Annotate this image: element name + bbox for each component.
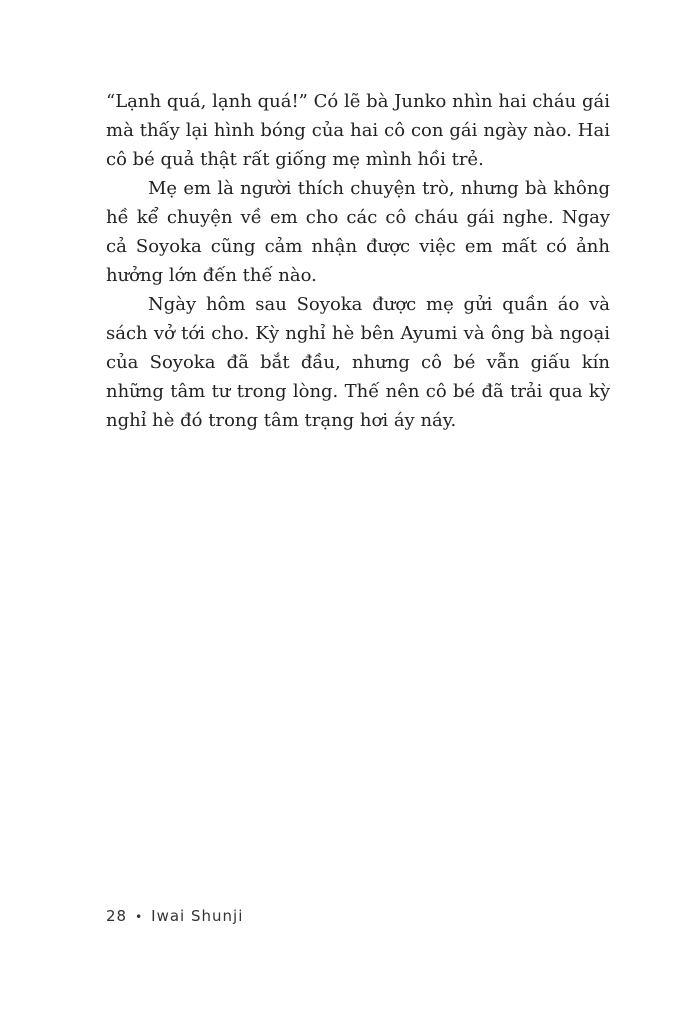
page-footer — [106, 907, 243, 925]
paragraph-1: “Lạnh quá, lạnh quá!” Có lẽ bà Junko nhìn hai cháu gái mà thấy lại hình bóng của hai cô con gái ngày nào. Hai cô bé quả thật rất giống mẹ mình hồi trẻ. — [106, 91, 610, 170]
footer-separator: • — [135, 910, 144, 924]
body-text — [106, 87, 610, 435]
paragraph-3: Ngày hôm sau Soyoka được mẹ gửi quần áo và sách vở tới cho. Kỳ nghỉ hè bên Ayumi và ông bà ngoại của Soyoka đã bắt đầu, nhưng cô bé vẫn giấu kín những tâm tư trong lòng. Thế nên cô bé đã trải qua kỳ nghỉ hè đó trong tâm trạng hơi áy náy. — [106, 294, 610, 431]
author-name: Iwai Shunji — [151, 907, 244, 925]
page-number: 28 — [106, 907, 128, 925]
paragraph-2: Mẹ em là người thích chuyện trò, nhưng bà không hề kể chuyện về em cho các cô cháu gái nghe. Ngay cả Soyoka cũng cảm nhận được việc em mất có ảnh hưởng lớn đến thế nào. — [106, 178, 610, 286]
